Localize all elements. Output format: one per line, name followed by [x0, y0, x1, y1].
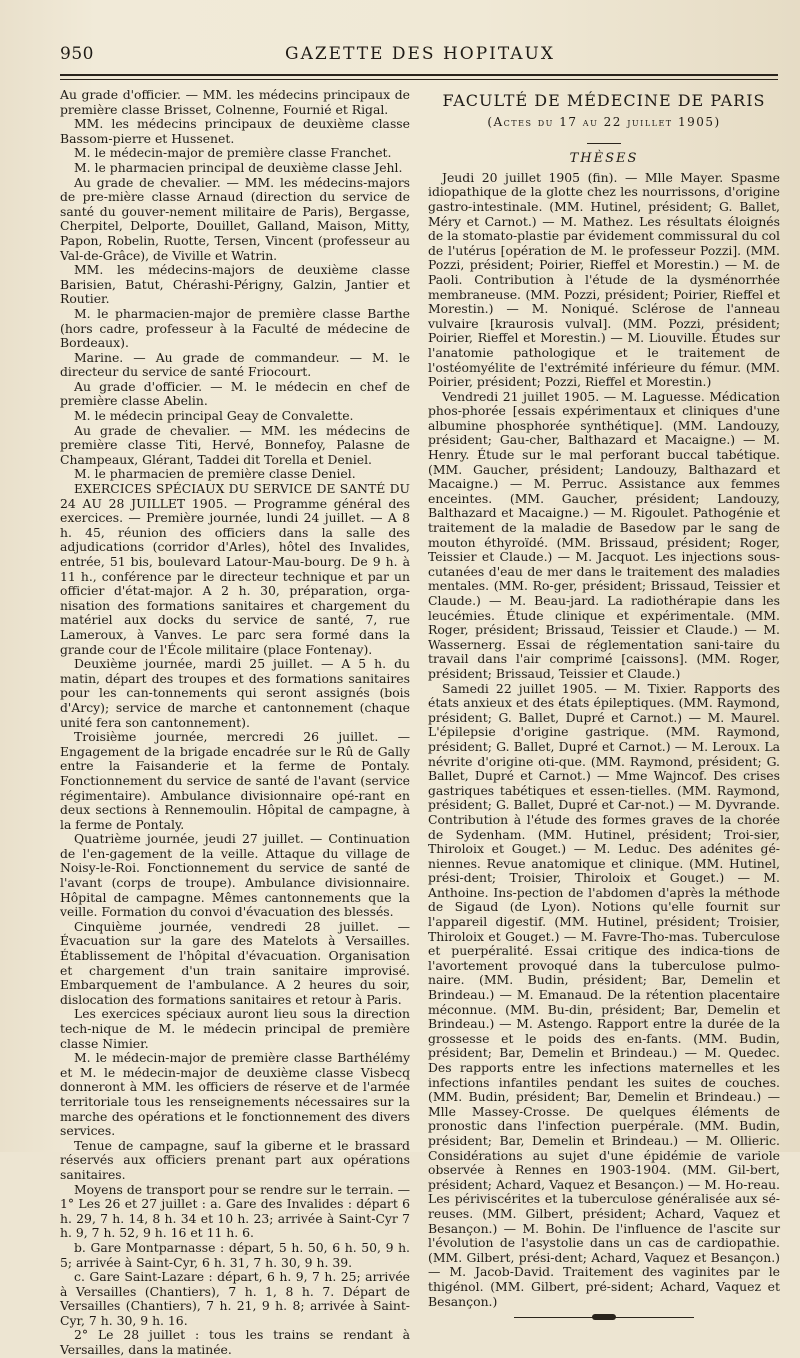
paragraph: Au grade de chevalier. — MM. les médecins-majors de pre-mière classe Arnaud (direction du service de santé du gouver-nement militaire de Paris), Bergasse, Cherpitel, Delporte, Douillet, Galland, Maison, Mitty, Papon, Robelin, Ruotte, Tersen, Vincent (professeur au Val-de-Grâce), de Viville et Watrin.: [60, 174, 410, 263]
paragraph: 2° Le 28 juillet : tous les trains se rendant à Versailles, dans la matinée.: [60, 1327, 410, 1358]
paragraph: Vendredi 21 juillet 1905. — M. Laguesse. Médication phos-phorée [essais expérimentaux et cliniques d'une albumine phosphorée synthétique]. (MM. Landouzy, président; Gau-cher, Balthazard et Macaigne.) — M. Henry. Étude sur le mal perforant buccal tabétique. (MM. Gaucher, président; Landouzy, Balthazard et Macaigne.) — M. Perruc. Assistance aux femmes enceintes. (MM. Gaucher, président; Landouzy, Balthazard et Macaigne.) — M. Rigoulet. Pathogénie et traitement de la maladie de Basedow par le sang de mouton éthyroïdé. (MM. Brissaud, président; Roger, Teissier et Claude.) — M. Jacquot. Les injections sous-cutanées d'eau de mer dans le traitement des maladies mentales. (MM. Ro-ger, président; Brissaud, Teissier et Claude.) — M. Beau-jard. La radiothérapie dans les leucémies. Étude clinique et expérimentale. (MM. Roger, président; Brissaud, Teissier et Claude.) — M. Wassernerg. Essai de réglementation sani-taire du travail dans l'air comprimé [caissons]. (MM. Roger, président; Brissaud, Teissier et Claude.): [428, 388, 780, 681]
paragraph: Samedi 22 juillet 1905. — M. Tixier. Rapports des états anxieux et des états épileptiques. (MM. Raymond, président; G. Ballet, Dupré et Carnot.) — M. Maurel. L'épilepsie d'origine gastrique. (MM. Raymond, président; G. Ballet, Dupré et Carnot.) — M. Leroux. La névrite d'origine oti-que. (MM. Raymond, président; G. Ballet, Dupré et Carnot.) — Mme Wajncof. Des crises gastriques tabétiques et essen-tielles. (MM. Raymond, président; G. Ballet, Dupré et Car-not.) — M. Dyvrande. Contribution à l'étude des formes graves de la chorée de Sydenham. (MM. Hutinel, président; Troi-sier, Thiroloix et Gouget.) — M. Leduc. Des adénites gé-niennes. Revue anatomique et clinique. (MM. Hutinel, prési-dent; Troisier, Thiroloix et Gouget.) — M. Anthoine. Ins-pection de l'abdomen d'après la méthode de Sigaud (de Lyon). Notions qu'elle fournit sur l'appareil digestif. (MM. Hutinel, président; Troisier, Thiroloix et Gouget.) — M. Favre-Tho-mas. Tuberculose et puerpéralité. Essai critique des indica-tions de l'avortement provoqué dans la tuberculose pulmo-naire. (MM. Budin, président; Bar, Demelin et Brindeau.) — M. Emanaud. De la rétention placentaire méconnue. (MM. Bu-din, président; Bar, Demelin et Brindeau.) — M. Astengo. Rapport entre la durée de la grossesse et le poids des en-fants. (MM. Budin, président; Bar, Demelin et Brindeau.) — M. Quedec. Des rapports entre les infections maternelles et les infections infantiles pendant les suites de couches. (MM. Budin, président; Bar, Demelin et Brindeau.) — Mlle Massey-Crosse. De quelques éléments de pronostic dans l'infection puerpérale. (MM. Budin, président; Bar, Demelin et Brindeau.) — M. Ollieric. Considérations au sujet d'une épidémie de variole observée à Rennes en 1903-1904. (MM. Gil-bert, président; Achard, Vaquez et Besançon.) — M. Ho-reau. Les périviscérites et la tuberculose généralisée aux sé-reuses. (MM. Gilbert, président; Achard, Vaquez et Besançon.) — M. Bohin. De l'influence de l'ascite sur l'évolution de l'asystolie dans un cas de cardiopathie. (MM. Gilbert, prési-dent; Achard, Vaquez et Besançon.) — M. Jacob-David. Traitement des vaginites par le thigénol. (MM. Gilbert, pré-sident; Achard, Vaquez et Besançon.): [428, 680, 780, 1309]
paragraph: Quatrième journée, jeudi 27 juillet. — Continuation de l'en-gagement de la veille. Attaque du village de Noisy-le-Roi. Fonctionnement du service de santé de l'avant (corps de troupe). Ambulance divisionnaire. Hôpital de campagne. Mêmes cantonnements que la veille. Formation du convoi d'évacuation des blessés.: [60, 831, 410, 920]
paragraph: Au grade de chevalier. — MM. les médecins de première classe Titi, Hervé, Bonnefoy, Palasne de Champeaux, Glérant, Taddei dit Torella et Deniel.: [60, 422, 410, 467]
paragraph: Jeudi 20 juillet 1905 (fin). — Mlle Mayer. Spasme idiopathique de la glotte chez les nourrissons, d'origine gastro-intestinale. (MM. Hutinel, président; G. Ballet, Méry et Carnot.) — M. Mathez. Les résultats éloignés de la stomato-plastie par évidement commissural du col de l'utérus [opération de M. le professeur Pozzi]. (MM. Pozzi, président; Poirier, Rieffel et Morestin.) — M. de Paoli. Contribution à l'étude de la dysménorrhée membraneuse. (MM. Pozzi, président; Poirier, Rieffel et Morestin.) — M. Noniqué. Sclérose de l'anneau vulvaire [kraurosis vulval]. (MM. Pozzi, président; Poirier, Rieffel et Morestin.) — M. Liouville. Études sur l'anatomie pathologique et le traitement de l'ostéomyélite de l'extrémité inférieure du fémur. (MM. Poirier, président; Pozzi, Rieffel et Morestin.): [428, 169, 780, 390]
paragraph: M. le pharmacien de première classe Deniel.: [74, 466, 356, 482]
ornament-dot: [592, 1314, 616, 1320]
section-divider: [587, 143, 621, 144]
journal-title: GAZETTE DES HOPITAUX: [284, 44, 555, 64]
paragraph: M. le pharmacien principal de deuxième classe Jehl.: [74, 159, 403, 175]
header-rule-thick: [60, 74, 778, 76]
end-ornament: [514, 1317, 694, 1318]
paragraph: M. le pharmacien-major de première classe Barthe (hors cadre, professeur à la Faculté de médecine de Bordeaux).: [60, 305, 410, 351]
paragraph: c. Gare Saint-Lazare : départ, 6 h. 9, 7 h. 25; arrivée à Versailles (Chantiers), 7 h. 1, 8 h. 7. Départ de Versailles (Chantiers), 7 h. 21, 9 h. 8; arrivée à Saint-Cyr, 7 h. 30, 9 h. 16.: [60, 1269, 410, 1328]
paragraph: Troisième journée, mercredi 26 juillet. — Engagement de la brigade encadrée sur le Rû de Gally entre la Faisanderie et la ferme de Pontaly. Fonctionnement du service de santé de l'avant (service régimentaire). Ambulance divisionnaire opé-rant en deux sections à Rennemoulin. Hôpital de campagne, à la ferme de Pontaly.: [60, 729, 410, 832]
faculty-title: FACULTÉ DE MÉDECINE DE PARIS: [442, 91, 766, 110]
paragraph: MM. les médecins principaux de deuxième classe Bassom-pierre et Hussenet.: [60, 116, 410, 146]
paragraph: Au grade d'officier. — MM. les médecins principaux de première classe Brisset, Colnenne, Fournié et Rigal.: [60, 87, 410, 117]
header-rule-thin: [60, 79, 778, 80]
paragraph: M. le médecin-major de première classe Barthélémy et M. le médecin-major de deuxième classe Visbecq donneront à MM. les officiers de réserve et de l'armée territoriale tous les renseignements nécessaires sur la marche des opérations et le fonctionnement des divers services.: [60, 1050, 410, 1139]
paragraph: Deuxième journée, mardi 25 juillet. — A 5 h. du matin, départ des troupes et des formations sanitaires pour les can-tonnements qui seront assignés (bois d'Arcy); service de marche et cantonnement (chaque unité fera son cantonnement).: [60, 656, 410, 730]
faculty-subtitle: (Actes du 17 au 22 juillet 1905): [487, 114, 721, 129]
page-header: [60, 44, 780, 72]
paragraph: EXERCICES SPÉCIAUX DU SERVICE DE SANTÉ DU 24 AU 28 JUILLET 1905. — Programme général des exercices. — Première journée, lundi 24 juillet. — A 8 h. 45, réunion des officiers dans la salle des adjudications (corridor d'Arles), hôtel des Invalides, entrée, 51 bis, boulevard Latour-Mau-bourg. De 9 h. à 11 h., conférence par le directeur technique et par un officier d'état-major. A 2 h. 30, préparation, orga-nisation des formations sanitaires et chargement du matériel aux docks du service de santé, 7, rue Lameroux, à Vanves. Le parc sera formé dans la grande cour de l'École militaire (place Fontenay).: [60, 481, 410, 657]
paragraph: Cinquième journée, vendredi 28 juillet. — Évacuation sur la gare des Matelots à Versailles. Établissement de l'hôpital d'évacuation. Organisation et chargement d'un train sanitaire improvisé. Embarquement de l'ambulance. A 2 heures du soir, dislocation des formations sanitaires et retour à Paris.: [60, 918, 410, 1007]
paragraph: Tenue de campagne, sauf la giberne et le brassard réservés aux officiers prenant part aux opérations sanitaires.: [60, 1137, 410, 1182]
theses-heading: THÈSES: [569, 151, 639, 167]
paragraph: Au grade d'officier. — M. le médecin en chef de première classe Abelin.: [60, 378, 410, 409]
paragraph: M. le médecin principal Geay de Convalette.: [74, 408, 354, 424]
page-number: 950: [60, 44, 94, 64]
left-column: [60, 88, 410, 1358]
paragraph: Moyens de transport pour se rendre sur le terrain. — 1° Les 26 et 27 juillet : a. Gare des Invalides : départ 6 h. 29, 7 h. 14, 8 h. 34 et 10 h. 23; arrivée à Saint-Cyr 7 h. 9, 7 h. 52, 9 h. 16 et 11 h. 6.: [60, 1181, 410, 1241]
paragraph: Marine. — Au grade de commandeur. — M. le directeur du service de santé Friocourt.: [60, 349, 410, 380]
paragraph: b. Gare Montparnasse : départ, 5 h. 50, 6 h. 50, 9 h. 5; arrivée à Saint-Cyr, 6 h. 31, 7 h. 30, 9 h. 39.: [60, 1239, 410, 1270]
paragraph: Les exercices spéciaux auront lieu sous la direction tech-nique de M. le médecin principal de première classe Nimier.: [60, 1006, 410, 1051]
right-column: [428, 88, 780, 1318]
paragraph: M. le médecin-major de première classe Franchet.: [74, 145, 392, 161]
paragraph: MM. les médecins-majors de deuxième classe Barisien, Batut, Chérashi-Périgny, Galzin, Jantier et Routier.: [60, 262, 410, 307]
